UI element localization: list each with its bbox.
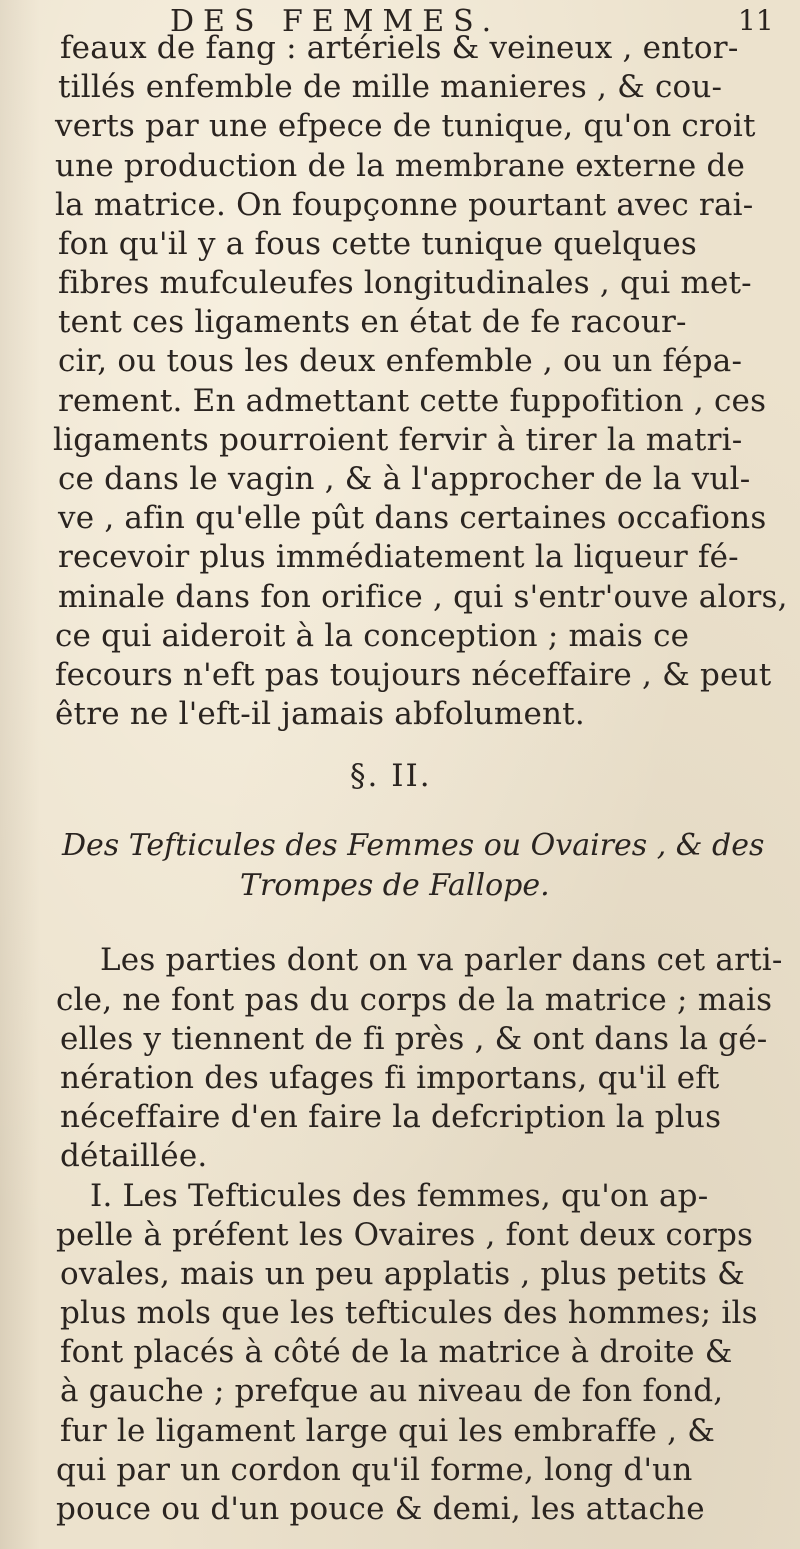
text-line: tillés enfemble de mille manieres , & cou- [58,69,723,106]
text-line: I. Les Tefticules des femmes, qu'on ap- [90,1177,709,1214]
text-line: néceffaire d'en faire la defcription la plus [60,1099,722,1136]
text-line: recevoir plus immédiatement la liqueur fé- [58,539,739,576]
text-line: la matrice. On foupçonne pourtant avec rai- [55,186,754,223]
text-line: une production de la membrane externe de [55,147,746,184]
text-line: fibres mufculeufes longitudinales , qui met- [58,265,752,302]
text-line: ovales, mais un peu applatis , plus petits & [60,1255,745,1292]
text-line: ve , afin qu'elle pût dans certaines occafions [58,500,767,537]
text-line: pelle à préfent les Ovaires , font deux corps [56,1216,754,1253]
text-line: font placés à côté de la matrice à droite & [60,1334,733,1371]
text-line: cir, ou tous les deux enfemble , ou un fépa- [58,343,743,380]
text-line: fon qu'il y a fous cette tunique quelques [58,225,698,262]
text-line: fecours n'eft pas toujours néceffaire , & peut [55,656,772,693]
text-line: à gauche ; prefque au niveau de fon fond, [60,1373,724,1410]
section-heading-line: Trompes de Fallope. [240,867,550,903]
text-line: Les parties dont on va parler dans cet arti- [100,942,783,979]
text-line: plus mols que les tefticules des hommes; ils [60,1295,758,1332]
text-line: rement. En admettant cette fuppofition , ces [58,382,767,419]
page-number: 11 [738,4,774,37]
text-line: feaux de fang : artériels & veineux , entor- [60,29,739,66]
text-line: verts par une efpece de tunique, qu'on croit [55,108,756,145]
text-line: fur le ligament large qui les embraffe , & [60,1412,715,1449]
text-line: ligaments pourroient fervir à tirer la matri- [53,421,743,458]
text-line: qui par un cordon qu'il forme, long d'un [56,1451,693,1488]
text-line: être ne l'eft-il jamais abfolument. [55,696,585,733]
section-mark: §. II. [350,757,432,794]
text-line: ce dans le vagin , & à l'approcher de la vul- [58,461,751,497]
text-line: minale dans fon orifice , qui s'entr'ouve alors, [58,578,788,615]
text-line: nération des ufages fi importans, qu'il eft [60,1059,720,1096]
text-line: pouce ou d'un pouce & demi, les attache [56,1491,705,1527]
running-head: DES FEMMES. [170,4,501,39]
text-line: tent ces ligaments en état de fe racour- [58,304,687,341]
text-line: ce qui aideroit à la conception ; mais ce [55,617,690,654]
text-line: cle, ne font pas du corps de la matrice ; mais [56,981,773,1018]
text-line: elles y tiennent de fi près , & ont dans la gé- [60,1020,768,1057]
text-line: détaillée. [60,1138,208,1175]
section-heading-line: Des Tefticules des Femmes ou Ovaires , & des [62,828,765,864]
